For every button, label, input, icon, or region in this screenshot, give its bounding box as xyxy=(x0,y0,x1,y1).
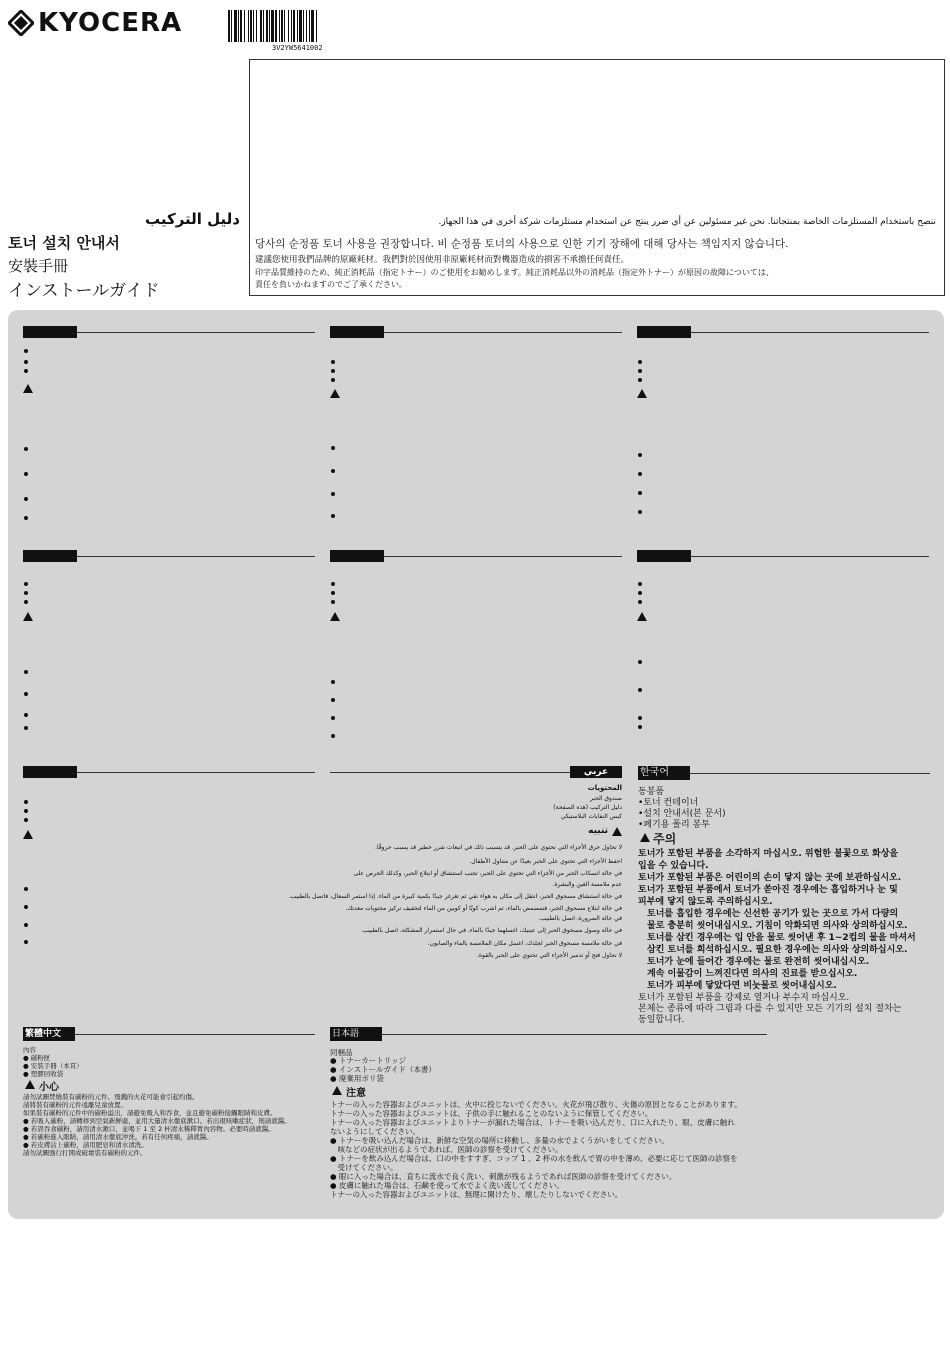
korean-line: 물로 충분히 씻어내십시오. 기침이 악화되면 의사와 상의하십시오. xyxy=(647,921,908,931)
chinese-line: 請將裝有碳粉的元件遠離兒童放置。 xyxy=(23,1101,127,1109)
section-rule xyxy=(382,1034,767,1035)
title-arabic: دليل التركيب xyxy=(144,210,240,228)
section-tag xyxy=(330,326,384,338)
bullet-dot xyxy=(331,446,335,450)
bullet-dot xyxy=(24,447,28,451)
notice-korean: 당사의 순정품 토너 사용을 권장합니다. 비 순정품 토너의 사용으로 인한 기기 장해에 대해 당사는 책임지지 않습니다. xyxy=(255,238,789,250)
bullet-dot xyxy=(331,492,335,496)
bullet-dot xyxy=(24,591,28,595)
bullet-dot xyxy=(638,591,642,595)
bullet-dot xyxy=(331,360,335,364)
arabic-line: في حالة وصول مسحوق الحبر إلى عينيك، اغسلهما جيدًا بالماء. في حال استمرار المشكلة، اتصل بالطبيب. xyxy=(361,927,622,934)
bullet-dot xyxy=(24,349,28,353)
barcode-bar xyxy=(248,10,249,42)
korean-line: 삼킨 토너를 희석하십시오. 필요한 경우에는 의사와 상의하십시오. xyxy=(647,945,908,955)
chinese-line: ● 若碳粉進入眼睛，請用清水徹底沖洗。若有任何疼痛，請就醫。 xyxy=(23,1133,213,1141)
korean-item: •폐기용 폴리 봉투 xyxy=(638,820,710,830)
japanese-line: トナーの入った容器およびユニットは、無理に開けたり、壊したりしないでください。 xyxy=(330,1190,623,1199)
bullet-dot xyxy=(638,369,642,373)
bullet-dot xyxy=(638,378,642,382)
chinese-line: ● 若誤吞食碳粉，請用清水漱口，並喝下 1 至 2 杯清水稀釋胃內容物。必要時請就醫。 xyxy=(23,1125,275,1133)
barcode-bar xyxy=(269,10,270,42)
bullet-dot xyxy=(24,809,28,813)
barcode-bar xyxy=(275,10,277,42)
japanese-item: ● トナーカートリッジ xyxy=(330,1056,406,1065)
section-tag xyxy=(23,766,77,778)
barcode-bar xyxy=(240,10,242,42)
arabic-line: في حالة ابتلاع مسحوق الحبر، فتمضمض بالماء، ثم اشرب كوبًا أو كوبين من الماء لتخفيف تركيز محتويات معدتك. xyxy=(345,905,622,912)
section-rule xyxy=(330,772,570,773)
barcode-bar xyxy=(263,10,264,42)
kyocera-emblem-icon xyxy=(8,10,34,36)
arabic-line: لا تحاول حرق الأجزاء التي تحتوي على الحبر. قد يتسبب ذلك في انبعاث شرر خطير قد يسبب حروقًا. xyxy=(375,844,622,851)
section-tag xyxy=(23,326,77,338)
bullet-dot xyxy=(638,472,642,476)
japanese-line: ● トナーを吸い込んだ場合は、新鮮な空気の場所に移動し、多量の水でよくうがいをしてください。 xyxy=(330,1136,669,1145)
barcode-bar xyxy=(299,10,302,42)
bullet-dot xyxy=(331,514,335,518)
bullet-dot xyxy=(24,692,28,696)
bullet-dot xyxy=(331,582,335,586)
korean-line: 토너가 포함된 부품을 소각하지 마십시오. 위험한 불꽃으로 화상을 xyxy=(638,849,899,859)
korean-line: 토너가 피부에 닿았다면 비눗물로 씻어내십시오. xyxy=(647,981,837,991)
barcode-bar xyxy=(260,10,262,42)
barcode-bar xyxy=(306,10,307,42)
notice-arabic: ننصح باستخدام المستلزمات الخاصة بمنتجاتنا. نحن غير مسئولين عن أي ضرر ينتج عن استخدام مستلزمات شركة أخرى في هذا الجهاز. xyxy=(438,217,936,227)
japanese-line: ● 皮膚に触れた場合は、石鹸を使って水でよく洗い流してください。 xyxy=(330,1181,564,1190)
korean-line: 동일합니다. xyxy=(638,1015,685,1025)
arabic-section xyxy=(288,766,622,966)
warning-icon xyxy=(612,827,622,836)
bullet-dot xyxy=(331,698,335,702)
korean-line: 입을 수 있습니다. xyxy=(638,861,709,871)
barcode-bar xyxy=(288,10,289,42)
section-rule xyxy=(384,332,622,333)
arabic-tag: عربي xyxy=(570,766,622,778)
bullet-dot xyxy=(638,688,642,692)
barcode-bar xyxy=(253,10,254,42)
chinese-line: ● 若吸入碳粉，請轉移到空氣新鮮處，並用大量清水徹底漱口。若出現咳嗽症狀，則請就醫。 xyxy=(23,1117,291,1125)
korean-item: •토너 컨테이너 xyxy=(638,798,699,808)
section-rule xyxy=(384,556,622,557)
japanese-item: ● 廃棄用ポリ袋 xyxy=(330,1074,384,1083)
bullet-dot xyxy=(638,660,642,664)
warning-icon xyxy=(637,389,647,398)
korean-line: 토너가 포함된 부품은 어린이의 손이 닿지 않는 곳에 보관하십시오. xyxy=(638,873,902,883)
notice-japanese-line-1: 印字品質維持のため、純正消耗品（指定トナー）のご使用をお勧めします。純正消耗品以外の消耗品（指定外トナー）が原因の故障については、 xyxy=(255,268,774,277)
section-rule xyxy=(77,772,315,773)
warning-icon xyxy=(330,389,340,398)
barcode-bar xyxy=(284,10,285,42)
barcode-bar xyxy=(256,10,257,42)
arabic-line: في حالة استنشاق مسحوق الحبر، انتقل إلى مكان به هواء نقي ثم تغرغر جيدًا بكمية كبيرة من الماء. إذا استمر السعال، فاتصل بالطبيب. xyxy=(288,893,622,900)
section-rule xyxy=(690,773,930,774)
title-block xyxy=(8,210,248,301)
chinese-line: ● 若皮膚沾上碳粉，請用肥皂和清水清洗。 xyxy=(23,1141,148,1149)
bullet-dot xyxy=(24,670,28,674)
arabic-item: كيس النفايات البلاستيكي xyxy=(560,813,622,820)
bullet-dot xyxy=(24,600,28,604)
arabic-section-header xyxy=(330,766,622,778)
barcode-bar xyxy=(281,10,283,42)
bullet-dot xyxy=(638,582,642,586)
barcode-bar xyxy=(303,10,304,42)
barcode-bar xyxy=(311,10,314,42)
barcode-bar xyxy=(293,10,295,42)
arabic-line: لا تحاول فتح أو تدمير الأجزاء التي تحتوي على الحبر بالقوة. xyxy=(476,952,622,959)
bullet-dot xyxy=(24,923,28,927)
arabic-line: في حالة انسكاب الحبر من الأجزاء التي تحتوي على الحبر، تجنب استنشاق أو ابتلاع الحبر، وكذلك الحرص على xyxy=(353,870,622,877)
chinese-line: 如果裝有碳粉的元件中的碳粉溢出，請避免吸入和吞食，並且避免碳粉接觸眼睛和皮膚。 xyxy=(23,1109,277,1117)
title-chinese: 安裝手冊 xyxy=(8,257,69,275)
bullet-dot xyxy=(638,600,642,604)
japanese-contents-title: 同梱品 xyxy=(330,1048,353,1057)
korean-line: 토너가 포함된 부품을 강제로 열거나 부수지 마십시오. xyxy=(638,993,850,1003)
japanese-line: トナーの入った容器およびユニットは、子供の手に触れることのないように保管してください。 xyxy=(330,1109,653,1118)
bullet-dot xyxy=(638,360,642,364)
japanese-line: トナーの入った容器およびユニットは、火中に投じないでください。火花が飛び散り、火傷の原因となることがあります。 xyxy=(330,1100,742,1109)
korean-tag: 한국어 xyxy=(638,766,690,780)
barcode-bar xyxy=(266,10,268,42)
bullet-dot xyxy=(331,716,335,720)
korean-line: 계속 이물감이 느껴진다면 의사의 진료를 받으십시오. xyxy=(647,969,858,979)
notice-chinese: 建議您使用我們品牌的原廠耗材。我們對於因使用非原廠耗材而對機器造成的損害不承擔任何責任。 xyxy=(255,255,630,265)
arabic-contents-title: المحتويات xyxy=(587,784,622,792)
chinese-tag: 繁體中文 xyxy=(23,1027,75,1041)
title-korean: 토너 설치 안내서 xyxy=(8,234,120,252)
bullet-dot xyxy=(24,800,28,804)
content-panel xyxy=(8,310,944,1219)
warning-icon xyxy=(332,1086,342,1095)
bullet-dot xyxy=(24,497,28,501)
notice-japanese-line-2: 責任を負いかねますのでご了承ください。 xyxy=(255,280,407,289)
bullet-dot xyxy=(24,360,28,364)
bullet-dot xyxy=(638,491,642,495)
barcode-bar xyxy=(279,10,280,42)
arabic-item: دليل التركيب (هذه الصفحة) xyxy=(553,804,622,811)
section-tag xyxy=(330,550,384,562)
japanese-line: 咳などの症状が出るようであれば、医師の診察を受けてください。 xyxy=(330,1145,563,1154)
kyocera-logo xyxy=(8,8,182,38)
barcode-bar xyxy=(228,10,230,42)
japanese-line: 受けてください。 xyxy=(330,1163,398,1172)
arabic-line: عدم ملامسة العين والبشرة. xyxy=(552,881,622,888)
bullet-dot xyxy=(24,887,28,891)
section-rule xyxy=(691,332,929,333)
warning-icon xyxy=(330,612,340,621)
bullet-dot xyxy=(638,725,642,729)
section-rule xyxy=(75,1034,315,1035)
warning-icon xyxy=(637,612,647,621)
bullet-dot xyxy=(331,378,335,382)
korean-contents-title: 동봉품 xyxy=(638,787,665,797)
barcode-bar xyxy=(291,10,292,42)
bullet-dot xyxy=(24,940,28,944)
barcode-bar xyxy=(238,10,239,42)
chinese-line: 請勿試圖強行打開或破壞裝有碳粉的元件。 xyxy=(23,1149,147,1157)
korean-line: 토너를 삼킨 경우에는 입 안을 물로 씻어낸 후 1~2컵의 물을 마셔서 xyxy=(647,933,916,943)
bullet-dot xyxy=(638,716,642,720)
bullet-dot xyxy=(638,453,642,457)
korean-line: 토너가 눈에 들어간 경우에는 물로 완전히 씻어내십시오. xyxy=(647,957,870,967)
bullet-dot xyxy=(24,713,28,717)
bullet-dot xyxy=(331,600,335,604)
notice-box xyxy=(249,59,945,296)
chinese-caution: 小心 xyxy=(39,1082,59,1093)
section-tag xyxy=(23,550,77,562)
bullet-dot xyxy=(331,369,335,373)
japanese-line: ● トナーを飲み込んだ場合は、口の中をすすぎ、コップ 1 、2 杯の水を飲んで胃の中を薄め、必要に応じて医師の診察を xyxy=(330,1154,738,1163)
bullet-dot xyxy=(331,734,335,738)
bullet-dot xyxy=(24,516,28,520)
barcode-number: 3V2YW5641002 xyxy=(272,44,323,52)
korean-line: 피부에 닿지 않도록 주의하십시오. xyxy=(638,897,773,907)
barcode-bar xyxy=(271,10,274,42)
warning-icon xyxy=(23,384,33,393)
bullet-dot xyxy=(24,369,28,373)
barcode-bar xyxy=(297,10,298,42)
bullet-dot xyxy=(638,510,642,514)
warning-icon xyxy=(23,830,33,839)
barcode-bar xyxy=(316,10,317,42)
japanese-line: ● 眼に入った場合は、直ちに流水で良く洗い、刺激が残るようであれば医師の診察を受けてください。 xyxy=(330,1172,677,1181)
bullet-dot xyxy=(24,472,28,476)
japanese-line: トナーの入った容器およびユニットよりトナーが漏れた場合は、トナーを吸い込んだり、口に入れたり、眼、皮膚に触れ xyxy=(330,1118,735,1127)
section-tag xyxy=(637,550,691,562)
arabic-line: احفظ الأجزاء التي تحتوي على الحبر بعيدًا عن متناول الأطفال. xyxy=(469,858,622,865)
warning-icon xyxy=(25,1080,35,1089)
japanese-item: ● インストールガイド（本書） xyxy=(330,1065,436,1074)
barcode xyxy=(228,10,356,42)
section-rule xyxy=(691,556,929,557)
section-tag xyxy=(637,326,691,338)
korean-line: 토너가 포함된 부품에서 토너가 쏟아진 경우에는 흡입하거나 눈 및 xyxy=(638,885,898,895)
chinese-item: ● 塑膠回收袋 xyxy=(23,1070,64,1078)
korean-line: 토너를 흡입한 경우에는 신선한 공기가 있는 곳으로 가서 다량의 xyxy=(647,909,899,919)
section-rule xyxy=(77,332,315,333)
bullet-dot xyxy=(24,582,28,586)
korean-caution: 주의 xyxy=(653,832,677,846)
warning-icon xyxy=(640,833,650,842)
barcode-bar xyxy=(231,10,232,42)
section-rule xyxy=(77,556,315,557)
title-japanese: インストールガイド xyxy=(8,281,160,301)
barcode-bar xyxy=(244,10,245,42)
korean-item: •설치 안내서(본 문서) xyxy=(638,809,726,819)
japanese-line: ないようにしてください。 xyxy=(330,1127,420,1136)
arabic-line: في حالة ملامسة مسحوق الحبر لجلدك، اغسل مكان الملامسة بالماء والصابون. xyxy=(427,940,622,947)
barcode-bar xyxy=(309,10,310,42)
bullet-dot xyxy=(24,905,28,909)
barcode-bar xyxy=(250,10,252,42)
logo-text: KYOCERA xyxy=(38,8,183,38)
chinese-item: ● 碳粉匣 xyxy=(23,1054,51,1062)
korean-line: 본체는 종류에 따라 그림과 다를 수 있지만 모든 기기의 설치 절차는 xyxy=(638,1004,902,1014)
chinese-line: 請勿試圖焚燒裝有碳粉的元件。飛濺的火花可能會引起灼傷。 xyxy=(23,1093,199,1101)
japanese-caution: 注意 xyxy=(346,1088,366,1099)
warning-icon xyxy=(23,612,33,621)
bullet-dot xyxy=(331,469,335,473)
bullet-dot xyxy=(331,680,335,684)
barcode-bar xyxy=(234,10,237,42)
bullet-dot xyxy=(331,591,335,595)
arabic-line: في حالة الضرورة، اتصل بالطبيب. xyxy=(538,915,622,922)
bullet-dot xyxy=(24,818,28,822)
chinese-contents-title: 內容 xyxy=(23,1046,36,1054)
japanese-tag: 日本語 xyxy=(330,1027,382,1041)
arabic-item: صندوق الحبر xyxy=(589,795,622,802)
bullet-dot xyxy=(24,726,28,730)
arabic-caution: تنبيه xyxy=(588,826,608,836)
chinese-item: ● 安裝手冊（本頁） xyxy=(23,1062,83,1070)
